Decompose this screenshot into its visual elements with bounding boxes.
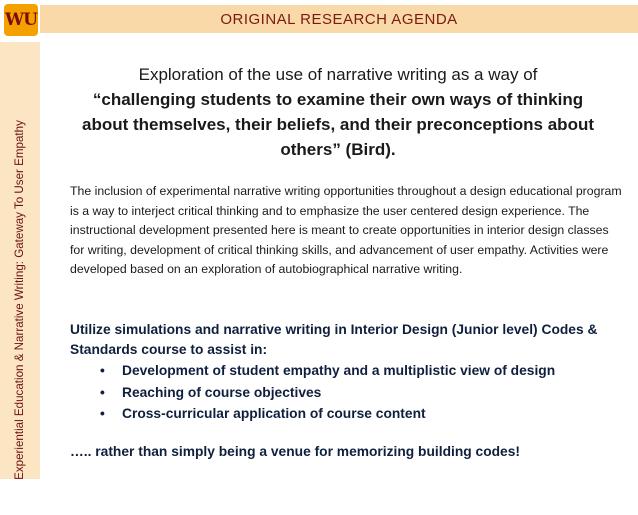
headline-intro: Exploration of the use of narrative writing as a way of: [138, 65, 538, 84]
bullet-text: Development of student empathy and a multiplistic view of design: [122, 363, 556, 378]
closing-line: ….. rather than simply being a venue for memorizing building codes!: [70, 444, 520, 459]
wu-logo: WU: [4, 4, 38, 36]
bullet-icon: •: [100, 384, 105, 400]
title-strip: [40, 5, 638, 33]
list-item: [100, 382, 630, 404]
bullet-text: Cross-curricular application of course content: [122, 406, 426, 421]
bullet-list: [100, 360, 630, 425]
headline-quote: “challenging students to examine their own ways of thinking about themselves, their beliefs, and their preconceptions about others” (Bird).: [82, 90, 594, 159]
sidebar-vertical-title: Experiential Education & Narrative Writing: Gateway To User Empathy: [13, 120, 26, 480]
bullet-icon: •: [100, 406, 105, 421]
top-bar: [0, 0, 638, 42]
utilize-heading: Utilize simulations and narrative writing in Interior Design (Junior level) Codes & Standards course to assist in:: [70, 322, 598, 357]
sidebar: [0, 42, 40, 479]
bullet-icon: •: [100, 363, 105, 378]
list-item: [100, 360, 630, 382]
body-paragraph: The inclusion of experimental narrative writing opportunities throughout a design educational program is a way to interject critical thinking and to emphasize the user centered design experience. The instructional development presented here is meant to create opportunities in interior design classes for writing, development of critical thinking skills, and advancement of user empathy. Activities were developed based on an exploration of autobiographical narrative writing.: [70, 184, 622, 276]
main-content: [40, 40, 638, 479]
bullet-text: Reaching of course objectives: [122, 384, 322, 400]
slide-title: ORIGINAL RESEARCH AGENDA: [220, 10, 458, 28]
headline: [68, 62, 608, 162]
list-item: [100, 403, 630, 425]
